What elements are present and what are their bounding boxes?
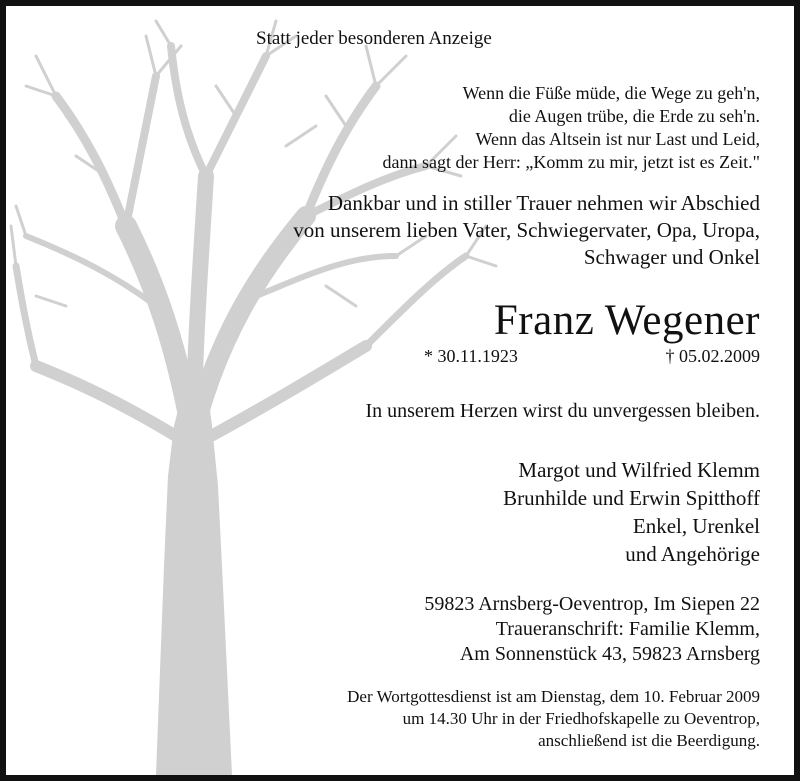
service-line: um 14.30 Uhr in der Friedhofskapelle zu Oeventrop,: [402, 709, 760, 728]
poem: [382, 82, 760, 174]
mourning-address: [424, 592, 760, 667]
poem-line: Wenn die Füße müde, die Wege zu geh'n,: [462, 83, 760, 103]
intro-line: Dankbar und in stiller Trauer nehmen wir Abschied: [327, 191, 760, 215]
poem-line: Wenn das Altsein ist nur Last und Leid,: [475, 129, 760, 149]
intro-line: von unserem lieben Vater, Schwiegervater, Opa, Uropa,: [293, 218, 760, 242]
memorial-motto: In unserem Herzen wirst du unvergessen bleiben.: [365, 400, 760, 422]
mourner-line: Enkel, Urenkel: [632, 514, 760, 538]
mourner-line: und Angehörige: [625, 542, 760, 566]
mourners-list: [503, 456, 760, 568]
notice-header: Statt jeder besonderen Anzeige: [256, 28, 492, 49]
service-line: anschließend ist die Beerdigung.: [538, 731, 760, 750]
deceased-name: Franz Wegener: [493, 297, 760, 344]
birth-date: * 30.11.1923: [424, 346, 518, 366]
address-line: Traueranschrift: Familie Klemm,: [495, 618, 760, 640]
address-line: Am Sonnenstück 43, 59823 Arnsberg: [459, 643, 760, 665]
address-line: 59823 Arnsberg-Oeventrop, Im Siepen 22: [424, 593, 760, 615]
service-line: Der Wortgottesdienst ist am Dienstag, dem 10. Februar 2009: [347, 687, 760, 706]
service-info: [347, 686, 760, 752]
mourner-line: Margot und Wilfried Klemm: [518, 458, 760, 482]
farewell-intro: [293, 190, 760, 271]
poem-line: dann sagt der Herr: „Komm zu mir, jetzt ist es Zeit.": [382, 152, 760, 172]
poem-line: die Augen trübe, die Erde zu seh'n.: [508, 106, 760, 126]
mourner-line: Brunhilde und Erwin Spitthoff: [503, 486, 760, 510]
death-date: † 05.02.2009: [665, 346, 760, 366]
intro-line: Schwager und Onkel: [583, 245, 760, 269]
